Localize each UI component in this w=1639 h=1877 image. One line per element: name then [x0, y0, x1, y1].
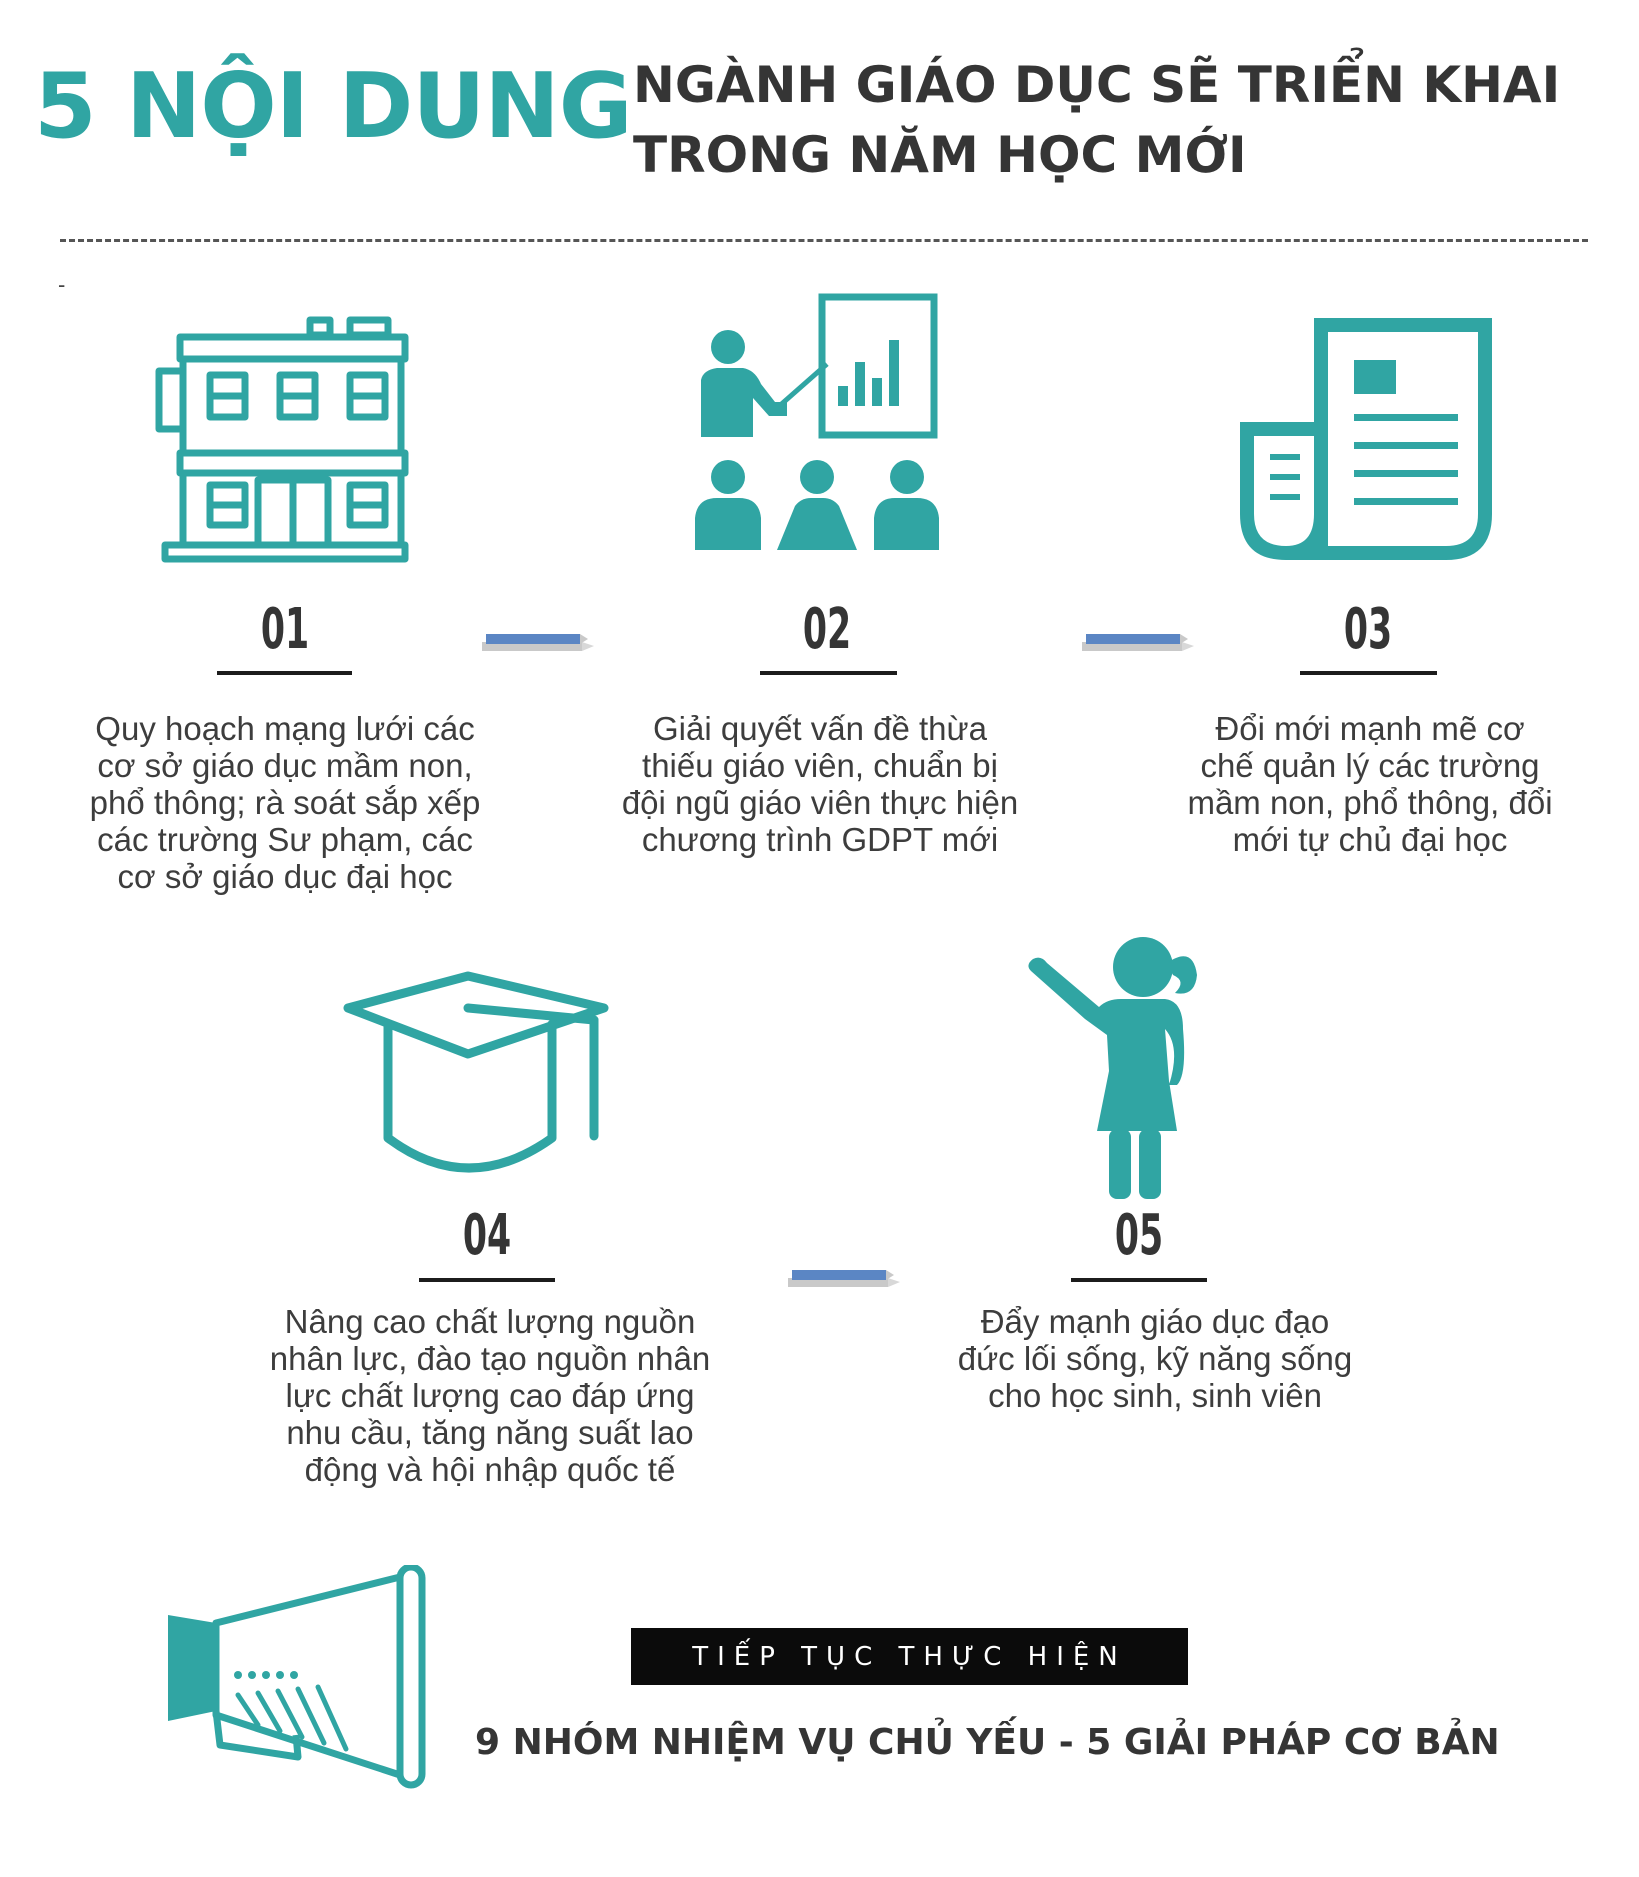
item-description-01 — [60, 710, 510, 895]
teacher-presentation-icon — [695, 292, 945, 557]
description-line: thiếu giáo viên, chuẩn bị — [642, 747, 998, 784]
description-line: động và hội nhập quốc tế — [304, 1451, 676, 1488]
summary-text: 9 NHÓM NHIỆM VỤ CHỦ YẾU - 5 GIẢI PHÁP CƠ BẢN — [475, 1722, 1500, 1763]
description-line: đức lối sống, kỹ năng sống — [957, 1340, 1353, 1377]
student-girl-icon — [1025, 935, 1210, 1205]
pencil-connector-icon — [480, 632, 595, 654]
subtitle-line-1: NGÀNH GIÁO DỤC SẼ TRIỂN KHAI — [633, 56, 1561, 114]
description-line: Nâng cao chất lượng nguồn — [284, 1303, 696, 1340]
subtitle-line-2: TRONG NĂM HỌC MỚI — [633, 126, 1247, 184]
description-line: Giải quyết vấn đề thừa — [653, 710, 987, 747]
description-line: nhu cầu, tăng năng suất lao — [286, 1414, 694, 1451]
school-building-icon — [155, 315, 415, 565]
dashed-divider — [60, 239, 1588, 242]
item-description-03 — [1150, 710, 1590, 858]
item-number-01: 01 — [260, 597, 310, 662]
description-line: chế quản lý các trường — [1200, 747, 1540, 784]
description-line: chương trình GDPT mới — [641, 821, 999, 858]
description-line: Đổi mới mạnh mẽ cơ — [1215, 710, 1525, 747]
newspaper-icon — [1236, 314, 1501, 564]
description-line: mầm non, phổ thông, đổi — [1187, 784, 1553, 821]
continue-banner: TIẾP TỤC THỰC HIỆN — [631, 1628, 1188, 1685]
item-number-04: 04 — [462, 1203, 512, 1268]
description-line: nhân lực, đào tạo nguồn nhân — [269, 1340, 711, 1377]
number-underline — [1300, 671, 1437, 675]
pencil-connector-icon — [786, 1268, 901, 1290]
item-number-02: 02 — [802, 597, 852, 662]
number-underline — [217, 671, 352, 675]
description-line: mới tự chủ đại học — [1232, 821, 1508, 858]
item-description-02 — [590, 710, 1050, 858]
number-underline — [1071, 1278, 1207, 1282]
number-underline — [419, 1278, 555, 1282]
graduation-cap-icon — [340, 968, 615, 1183]
item-description-04 — [255, 1303, 725, 1488]
main-title: 5 NỘI DUNG — [34, 54, 632, 159]
megaphone-icon — [168, 1565, 438, 1790]
item-number-03: 03 — [1343, 597, 1393, 662]
description-line: Quy hoạch mạng lưới các — [95, 710, 475, 747]
description-line: cơ sở giáo dục đại học — [117, 858, 453, 895]
number-underline — [760, 671, 897, 675]
pencil-connector-icon — [1080, 632, 1195, 654]
description-line: Đẩy mạnh giáo dục đạo — [980, 1303, 1330, 1340]
item-description-05 — [935, 1303, 1375, 1414]
divider-stub: - — [58, 272, 66, 297]
description-line: đội ngũ giáo viên thực hiện — [621, 784, 1019, 821]
item-number-05: 05 — [1114, 1203, 1164, 1268]
description-line: cơ sở giáo dục mầm non, — [97, 747, 473, 784]
description-line: các trường Sư phạm, các — [97, 821, 473, 858]
description-line: cho học sinh, sinh viên — [988, 1377, 1322, 1414]
description-line: lực chất lượng cao đáp ứng — [285, 1377, 695, 1414]
subtitle — [633, 50, 1613, 190]
description-line: phổ thông; rà soát sắp xếp — [89, 784, 481, 821]
